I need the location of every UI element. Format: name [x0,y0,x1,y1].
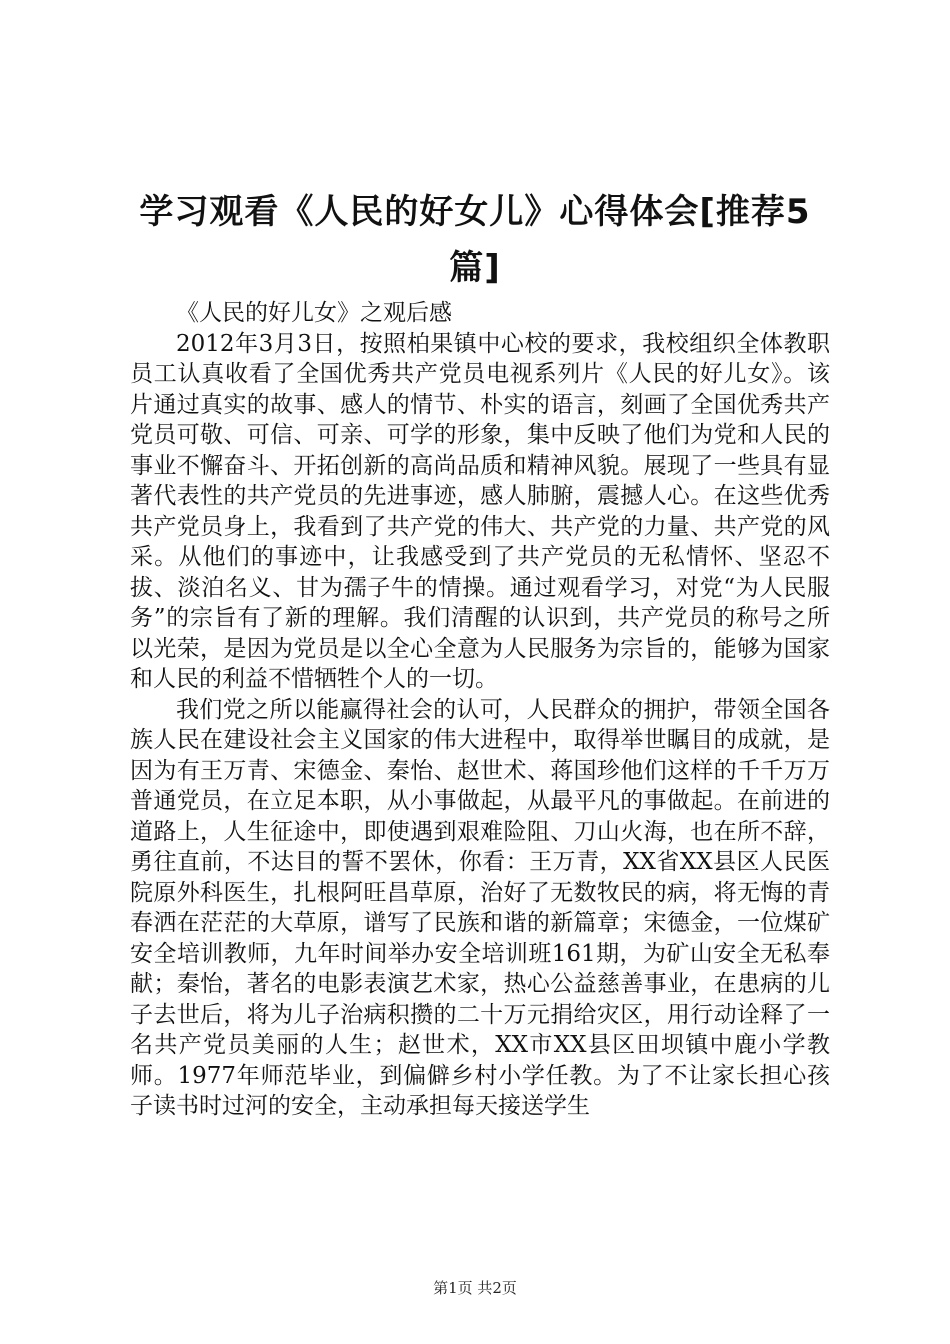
page-number-footer: 第1页 共2页 [433,1279,517,1297]
paragraph-1: 2012年3月3日，按照柏果镇中心校的要求，我校组织全体教职员工认真收看了全国优秀共产党员电视系列片《人民的好儿女》。该片通过真实的故事、感人的情节、朴实的语言，刻画了全国优秀共产党员可敬、可信、可亲、可学的形象，集中反映了他们为党和人民的事业不懈奋斗、开拓创新的高尚品质和精神风貌。展现了一些具有显著代表性的共产党员的先进事迹，感人肺腑，震撼人心。在这些优秀共产党员身上，我看到了共产党的伟大、共产党的力量、共产党的风采。从他们的事迹中，让我感受到了共产党员的无私情怀、坚忍不拔、淡泊名义、甘为孺子牛的情操。通过观看学习，对党“为人民服务”的宗旨有了新的理解。我们清醒的认识到，共产党员的称号之所以光荣，是因为党员是以全心全意为人民服务为宗旨的，能够为国家和人民的利益不惜牺牲个人的一切。 [130,330,830,692]
document-body [130,298,830,1122]
paragraph-2: 我们党之所以能赢得社会的认可，人民群众的拥护，带领全国各族人民在建设社会主义国家的伟大进程中，取得举世瞩目的成就，是因为有王万青、宋德金、秦怡、赵世术、蒋国珍他们这样的千千万万普通党员，在立足本职，从小事做起，从最平凡的事做起。在前进的道路上，人生征途中，即使遇到艰难险阻、刀山火海，也在所不辞，勇往直前，不达目的誓不罢休，你看：王万青，XX省XX县区人民医院原外科医生，扎根阿旺昌草原，治好了无数牧民的病，将无悔的青春洒在茫茫的大草原，谱写了民族和谐的新篇章；宋德金，一位煤矿安全培训教师，九年时间举办安全培训班161期，为矿山安全无私奉献；秦怡，著名的电影表演艺术家，热心公益慈善事业，在患病的儿子去世后，将为儿子治病积攒的二十万元捐给灾区，用行动诠释了一名共产党员美丽的人生；赵世术，XX市XX县区田坝镇中鹿小学教师。1977年师范毕业，到偏僻乡村小学任教。为了不让家长担心孩子读书时过河的安全，主动承担每天接送学生 [130,696,830,1119]
document-subheading: 《人民的好儿女》之观后感 [176,300,452,326]
document-title: 学习观看《人民的好女儿》心得体会[推荐5篇] [139,192,811,288]
